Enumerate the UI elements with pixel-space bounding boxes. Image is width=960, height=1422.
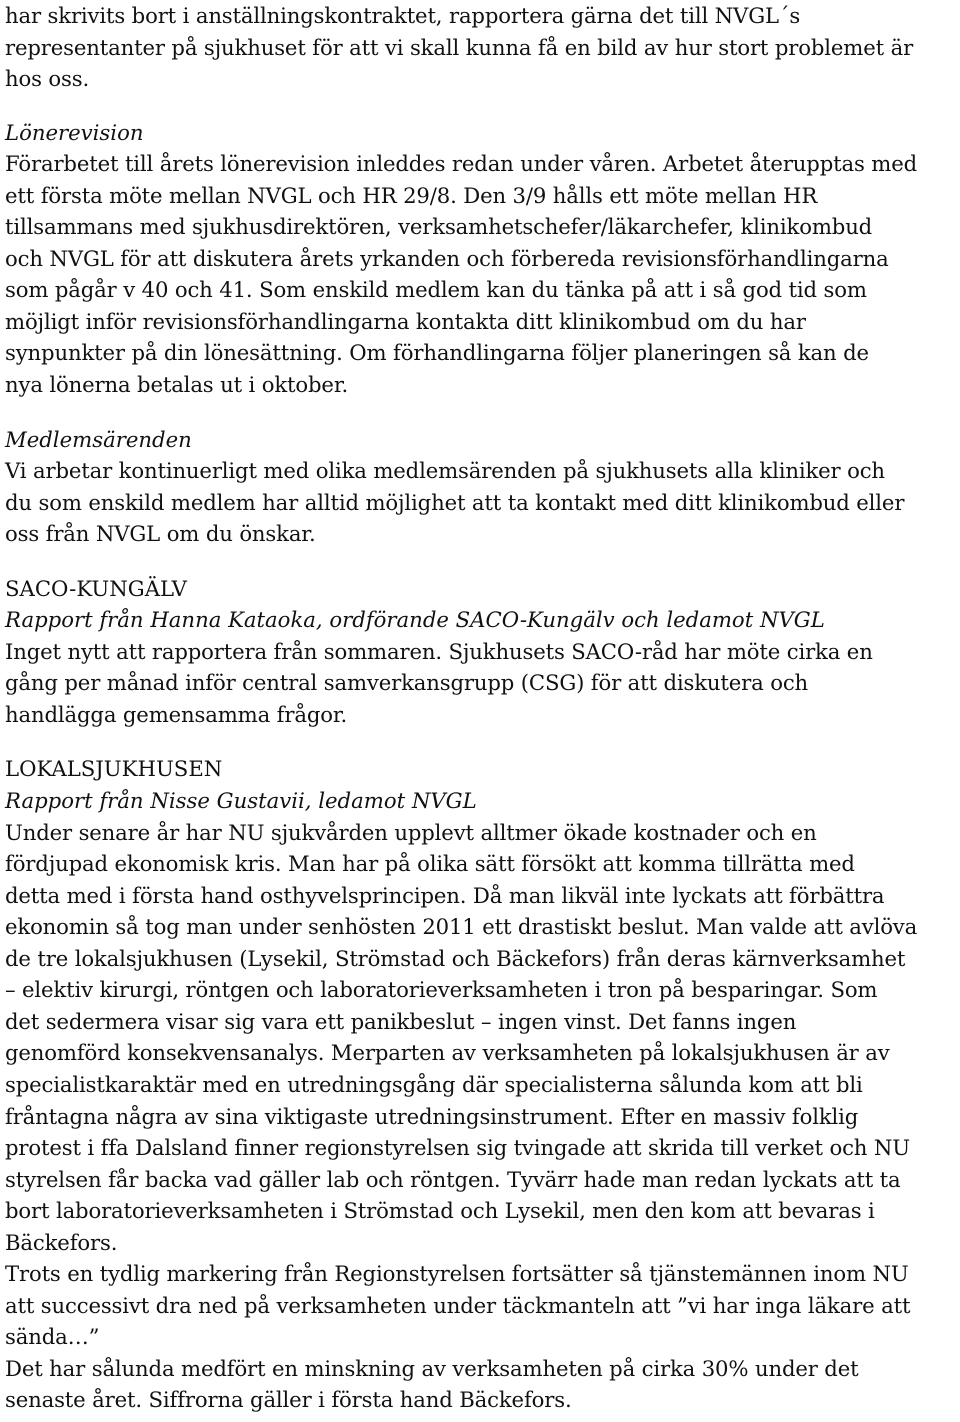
section-saco [5, 573, 957, 731]
section-heading-saco: SACO-KUNGÄLV [5, 575, 187, 601]
spacer [5, 401, 957, 424]
report-byline-lokalsjukhusen: Rapport från Nisse Gustavii, ledamot NVGL [5, 788, 477, 814]
intro-paragraph: har skrivits bort i anställningskontraktet, rapportera gärna det till NVGL´s representanter på sjukhuset för att vi skall kunna få en bild av hur stort problemet är hos oss. [5, 3, 914, 92]
section-body-lokalsjukhusen-2: Trots en tydlig markering från Regionstyrelsen fortsätter så tjänstemännen inom NU att successivt dra ned på verksamheten under täckmanteln att ”vi har inga läkare att sända…” [5, 1261, 911, 1350]
spacer [5, 550, 957, 573]
section-body-medlemsarenden: Vi arbetar kontinuerligt med olika medlemsärenden på sjukhusets alla kliniker och du som enskild medlem har alltid möjlighet att ta kontakt med ditt klinikombud eller oss från NVGL om du önskar. [5, 458, 905, 547]
section-medlemsarenden [5, 424, 957, 550]
section-body-lonerevision: Förarbetet till årets lönerevision inleddes redan under våren. Arbetet återupptas med ett första möte mellan NVGL och HR 29/8. Den 3/9 hålls ett möte mellan HR tillsammans med sjukhusdirektören, verksamhetschefer/läkarchefer, klinikombud och NVGL för att diskutera årets yrkanden och förbereda revisionsförhandlingarna som pågår v 40 och 41. Som enskild medlem kan du tänka på att i så god tid som möjligt inför revisionsförhandlingarna kontakta ditt klinikombud om du har synpunkter på din lönesättning. Om förhandlingarna följer planeringen så kan de nya lönerna betalas ut i oktober. [5, 151, 918, 398]
spacer [5, 730, 957, 753]
section-lonerevision [5, 117, 957, 401]
section-body-saco: Inget nytt att rapportera från sommaren. Sjukhusets SACO-råd har möte cirka en gång per månad inför central samverkansgrupp (CSG) för att diskutera och handlägga gemensamma frågor. [5, 638, 873, 727]
section-lokalsjukhusen [5, 753, 957, 1415]
spacer [5, 95, 957, 117]
report-byline-saco: Rapport från Hanna Kataoka, ordförande SACO-Kungälv och ledamot NVGL [5, 607, 825, 633]
section-heading-lonerevision: Lönerevision [5, 119, 144, 145]
section-heading-lokalsjukhusen: LOKALSJUKHUSEN [5, 756, 223, 782]
document-page [5, 0, 957, 1416]
section-body-lokalsjukhusen-3: Det har sålunda medfört en minskning av verksamheten på cirka 30% under det senaste året. Siffrorna gäller i första hand Bäckefors. [5, 1355, 859, 1413]
section-heading-medlemsarenden: Medlemsärenden [5, 426, 192, 452]
section-body-lokalsjukhusen-1: Under senare år har NU sjukvården upplevt alltmer ökade kostnader och en fördjupad ekonomisk kris. Man har på olika sätt försökt att komma tillrätta med detta med i första hand osthyvelsprincipen. Då man likväl inte lyckats att förbättra ekonomin så tog man under senhösten 2011 ett drastiskt beslut. Man valde att avlöva de tre lokalsjukhusen (Lysekil, Strömstad och Bäckefors) från deras kärnverksamhet – elektiv kirurgi, röntgen och laboratorieverksamheten i tron på besparingar. Som det sedermera visar sig vara ett panikbeslut – ingen vinst. Det fanns ingen genomförd konsekvensanalys. Merparten av verksamheten på lokalsjukhusen är av specialistkaraktär med en utredningsgång där specialisterna sålunda kom att bli fråntagna några av sina viktigaste utredningsinstrument. Efter en massiv folklig protest i ffa Dalsland finner regionstyrelsen sig tvingade att skrida till verket och NU styrelsen får backa vad gäller lab och röntgen. Tyvärr hade man redan lyckats att ta bort laboratorieverksamheten i Strömstad och Lysekil, men den kom att bevaras i Bäckefors. [5, 819, 918, 1255]
